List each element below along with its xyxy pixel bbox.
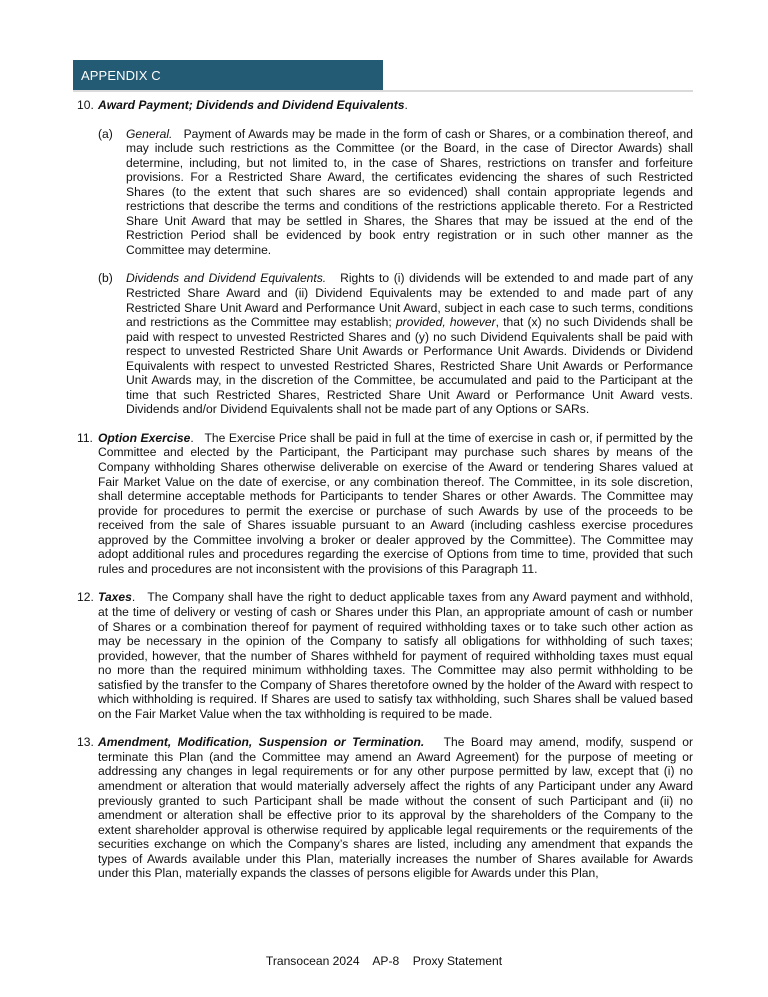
footer-company-year: Transocean 2024 xyxy=(265,954,360,968)
section-11 xyxy=(77,431,693,576)
appendix-header-bar xyxy=(73,60,383,91)
section-title: Amendment, Modification, Suspension or Termination. xyxy=(98,735,425,750)
section-number: 10. xyxy=(77,98,94,112)
document-body xyxy=(77,98,693,895)
section-title: Option Exercise xyxy=(98,430,191,445)
section-text: The Company shall have the right to deduct applicable taxes from any Award payment and withhold, at the time of delivery or vesting of cash or Shares under this Plan, an appropriate amount of cash or number of Shares or a combination thereof for payment of required withholding taxes or to take such other action as may be necessary in the opinion of the Company to satisfy all obligations for withholding of such taxes; provided, however, that the number of Shares withheld for payment of required withholding taxes must equal no more than the required minimum withholding taxes. The Committee may also permit withholding to be satisfied by the transfer to the Company of Shares theretofore owned by the holder of the Award with respect to which withholding is required. If Shares are used to satisfy tax withholding, such Shares shall be valued based on the Fair Market Value when the tax withholding is required to be made. xyxy=(98,590,693,721)
subsection-letter: (a) xyxy=(98,126,113,141)
section-title: Award Payment; Dividends and Dividend Equivalents xyxy=(98,98,405,112)
footer-page-number: AP-8 xyxy=(372,954,400,968)
section-13 xyxy=(77,735,693,880)
title-suffix: . xyxy=(190,430,194,445)
subsection-title: General. xyxy=(126,126,173,141)
section-number: 11. xyxy=(77,430,93,445)
section-title: Taxes xyxy=(98,590,132,605)
section-number: 13. xyxy=(77,735,94,750)
subsection-text: Payment of Awards may be made in the form of cash or Shares, or a combination thereof, and may include such restrictions as the Committee (or the Board, in the case of Director Awards) shall determine, including, but not limited to, in the case of Shares, restrictions on transfer and forfeiture provisions. For a Restricted Share Award, the certificates evidencing the shares of such Restricted Shares (to the extent that such shares are so evidenced) shall contain appropriate legends and restrictions that describe the terms and conditions of the restrictions applicable thereto. For a Restricted Share Unit Award that may be settled in Shares, the Shares that may be issued at the end of the Restriction Period shall be evidenced by book entry registration or in such other manner as the Committee may determine. xyxy=(126,126,693,257)
subsection-b xyxy=(77,271,693,416)
header-divider xyxy=(73,90,693,92)
subsection-text-italic: provided, however xyxy=(395,315,496,330)
page-footer xyxy=(0,954,768,968)
appendix-label: APPENDIX C xyxy=(81,68,161,83)
section-text: The Board may amend, modify, suspend or terminate this Plan (and the Committee may amend an Award Agreement) for the purpose of meeting or addressing any changes in legal requirements or for any other purpose permitted by law, except that (i) no amendment or alteration that would materially adversely affect the rights of any Participant under any Award previously granted to such Participant shall be made without the consent of such Participant and (ii) no amendment or alteration shall be effective prior to its approval by the shareholders of the Company to the extent shareholder approval is otherwise required by applicable legal requirements or the requirements of the securities exchange on which the Company’s shares are listed, including any amendment that expands the types of Awards available under this Plan, materially increases the number of Shares available for Awards under this Plan, materially expands the classes of persons eligible for Awards under this Plan, xyxy=(98,735,693,881)
subsection-letter: (b) xyxy=(98,271,113,286)
section-12 xyxy=(77,590,693,721)
subsection-text: Rights to (i) dividends will be extended to and made part of any Restricted Share Award and (ii) Dividend Equivalents may be extended to and made part of any Restricted Share Unit Award and Performance Unit Award, subject in each case to such terms, conditions and restrictions as the Committee may establish; xyxy=(126,271,693,330)
section-number: 12. xyxy=(77,590,94,605)
section-10 xyxy=(77,98,693,417)
title-suffix: . xyxy=(131,590,136,605)
title-suffix: . xyxy=(404,98,408,112)
subsection-a xyxy=(77,127,693,258)
subsection-text: , that (x) no such Dividends shall be paid with respect to unvested Restricted Shares and (y) no such Dividend Equivalents shall be paid with respect to unvested Restricted Share Unit Awards or Performance Unit Awards. Dividends or Dividend Equivalents with respect to unvested Restricted Shares, Restricted Share Unit Awards or Performance Unit Awards may, in the discretion of the Committee, be accumulated and paid to the Participant at the time that such Restricted Shares, Restricted Share Unit Award or Performance Unit Award vests. Dividends and/or Dividend Equivalents shall not be made part of any Options or SARs. xyxy=(126,315,693,417)
footer-document-name: Proxy Statement xyxy=(412,954,503,968)
subsection-title: Dividends and Dividend Equivalents. xyxy=(126,271,327,286)
section-text: The Exercise Price shall be paid in full at the time of exercise in cash or, if permitted by the Committee and elected by the Participant, the Participant may purchase such shares by means of the Company withholding Shares otherwise deliverable on exercise of the Award or tendering Shares valued at Fair Market Value on the date of exercise, or any combination thereof. The Committee, in its sole discretion, shall determine acceptable methods for Participants to tender Shares or other Awards. The Committee may provide for procedures to permit the exercise or purchase of such Awards by use of the proceeds to be received from the sale of Shares issuable pursuant to an Award (including cashless exercise procedures approved by the Committee involving a broker or dealer approved by the Committee). The Committee may adopt additional rules and procedures regarding the exercise of Options from time to time, provided that such rules and procedures are not inconsistent with the provisions of this Paragraph 11. xyxy=(98,430,693,576)
